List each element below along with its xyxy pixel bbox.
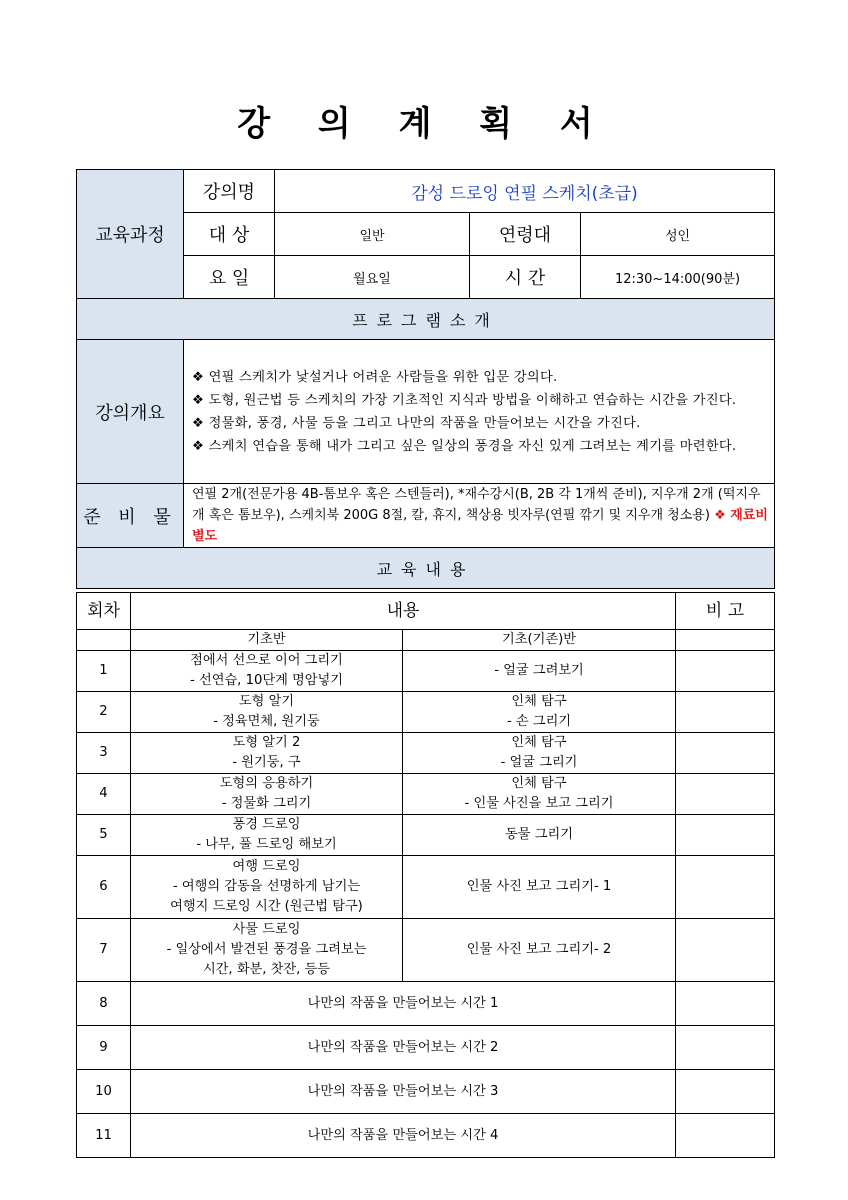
overview-label: 강의개요 bbox=[77, 340, 184, 484]
session-number: 9 bbox=[77, 1026, 131, 1070]
education-content-heading: 교육내용 bbox=[77, 548, 775, 589]
note-cell bbox=[676, 815, 775, 856]
session-column-header: 회차 bbox=[77, 593, 131, 630]
document-title: 강 의 계 획 서 bbox=[237, 104, 611, 144]
note-cell bbox=[676, 692, 775, 733]
existing-content bbox=[403, 774, 676, 815]
existing-line: - 얼굴 그리기 bbox=[500, 755, 578, 770]
existing-content bbox=[403, 692, 676, 733]
overview-bullets bbox=[184, 340, 775, 484]
sub-header-note-empty bbox=[676, 630, 775, 651]
session-number: 3 bbox=[77, 733, 131, 774]
existing-line: 인체 탐구 bbox=[511, 694, 567, 709]
basic-line: - 원기둥, 구 bbox=[232, 755, 301, 770]
basic-line: - 나무, 풀 드로잉 해보기 bbox=[196, 837, 337, 852]
day-value: 월요일 bbox=[275, 256, 470, 299]
session-number: 11 bbox=[77, 1114, 131, 1158]
time-label: 시 간 bbox=[470, 256, 581, 299]
existing-line: 인물 사진 보고 그리기- 1 bbox=[466, 879, 612, 894]
basic-line: 여행지 드로잉 시간 (원근법 탐구) bbox=[170, 899, 363, 914]
materials-cost-note: ❖ 재료비 별도 bbox=[192, 508, 768, 544]
note-cell bbox=[676, 982, 775, 1026]
basic-content bbox=[131, 651, 403, 692]
existing-content bbox=[403, 919, 676, 982]
existing-line: 인체 탐구 bbox=[511, 735, 567, 750]
basic-line: 사물 드로잉 bbox=[232, 922, 301, 937]
existing-line: - 손 그리기 bbox=[506, 714, 572, 729]
course-info-table bbox=[76, 169, 775, 589]
session-number: 1 bbox=[77, 651, 131, 692]
basic-line: 풍경 드로잉 bbox=[232, 817, 301, 832]
note-cell bbox=[676, 1026, 775, 1070]
basic-line: - 정육면체, 원기둥 bbox=[213, 714, 320, 729]
overview-bullet-4: ❖ 스케치 연습을 통해 내가 그리고 싶은 일상의 풍경을 자신 있게 그려보는 계기를 마련한다. bbox=[192, 438, 737, 454]
session-number: 5 bbox=[77, 815, 131, 856]
note-cell bbox=[676, 774, 775, 815]
basic-line: - 선연습, 10단계 명암넣기 bbox=[190, 673, 343, 688]
course-name-value: 감성 드로잉 연필 스케치(초급) bbox=[275, 170, 775, 213]
time-value: 12:30~14:00(90분) bbox=[581, 256, 775, 299]
materials-text bbox=[184, 484, 775, 548]
schedule-table bbox=[76, 592, 775, 1158]
existing-content bbox=[403, 733, 676, 774]
overview-bullet-3: ❖ 정물화, 풍경, 사물 등을 그리고 나만의 작품을 만들어보는 시간을 가진다. bbox=[192, 415, 641, 431]
note-cell bbox=[676, 856, 775, 919]
existing-line: - 인물 사진을 보고 그리기 bbox=[464, 796, 614, 811]
basic-line: 여행 드로잉 bbox=[232, 859, 301, 874]
existing-line: 동물 그리기 bbox=[505, 827, 573, 842]
session-number: 2 bbox=[77, 692, 131, 733]
existing-content bbox=[403, 815, 676, 856]
merged-content: 나만의 작품을 만들어보는 시간 2 bbox=[131, 1026, 676, 1070]
note-cell bbox=[676, 919, 775, 982]
sub-header-empty bbox=[77, 630, 131, 651]
basic-content bbox=[131, 919, 403, 982]
session-number: 8 bbox=[77, 982, 131, 1026]
existing-line: 인물 사진 보고 그리기- 2 bbox=[466, 942, 612, 957]
content-column-header: 내용 bbox=[131, 593, 676, 630]
note-column-header: 비 고 bbox=[676, 593, 775, 630]
overview-bullet-1: ❖ 연필 스케치가 낯설거나 어려운 사람들을 위한 입문 강의다. bbox=[192, 369, 558, 385]
basic-line: - 일상에서 발견된 풍경을 그려보는 bbox=[166, 942, 367, 957]
merged-content: 나만의 작품을 만들어보는 시간 3 bbox=[131, 1070, 676, 1114]
existing-class-header: 기초(기존)반 bbox=[403, 630, 676, 651]
target-label: 대 상 bbox=[184, 213, 275, 256]
note-cell bbox=[676, 1114, 775, 1158]
materials-label: 준 비 물 bbox=[77, 484, 184, 548]
basic-content bbox=[131, 815, 403, 856]
target-value: 일반 bbox=[275, 213, 470, 256]
basic-line: 도형의 응용하기 bbox=[219, 776, 314, 791]
basic-line: - 정물화 그리기 bbox=[221, 796, 312, 811]
merged-content: 나만의 작품을 만들어보는 시간 1 bbox=[131, 982, 676, 1026]
session-number: 4 bbox=[77, 774, 131, 815]
existing-content bbox=[403, 651, 676, 692]
basic-line: 시간, 화분, 찻잔, 등등 bbox=[202, 962, 331, 977]
program-intro-heading: 프로그램소개 bbox=[77, 299, 775, 340]
note-cell bbox=[676, 1070, 775, 1114]
basic-content bbox=[131, 774, 403, 815]
day-label: 요 일 bbox=[184, 256, 275, 299]
curriculum-label: 교육과정 bbox=[77, 170, 184, 299]
existing-content bbox=[403, 856, 676, 919]
materials-list: 연필 2개(전문가용 4B-톰보우 혹은 스텐들러), *재수강시(B, 2B 각 1개씩 준비), 지우개 2개 (떡지우개 혹은 톰보우), 스케치북 200G 8절, 칼, 휴지, 책상용 빗자루(연필 깎기 및 지우개 청소용) bbox=[192, 487, 761, 523]
session-number: 6 bbox=[77, 856, 131, 919]
basic-line: 도형 알기 2 bbox=[232, 735, 301, 750]
merged-content: 나만의 작품을 만들어보는 시간 4 bbox=[131, 1114, 676, 1158]
note-cell bbox=[676, 651, 775, 692]
session-number: 7 bbox=[77, 919, 131, 982]
basic-line: 점에서 선으로 이어 그리기 bbox=[190, 653, 343, 668]
basic-line: 도형 알기 bbox=[238, 694, 295, 709]
basic-class-header: 기초반 bbox=[131, 630, 403, 651]
session-number: 10 bbox=[77, 1070, 131, 1114]
existing-line: - 얼굴 그려보기 bbox=[494, 663, 584, 678]
age-label: 연령대 bbox=[470, 213, 581, 256]
basic-content bbox=[131, 733, 403, 774]
existing-line: 인체 탐구 bbox=[511, 776, 567, 791]
basic-content bbox=[131, 692, 403, 733]
basic-line: - 여행의 감동을 선명하게 남기는 bbox=[172, 879, 361, 894]
basic-content bbox=[131, 856, 403, 919]
overview-bullet-2: ❖ 도형, 원근법 등 스케치의 가장 기초적인 지식과 방법을 이해하고 연습하는 시간을 가진다. bbox=[192, 392, 737, 408]
age-value: 성인 bbox=[581, 213, 775, 256]
note-cell bbox=[676, 733, 775, 774]
course-name-label: 강의명 bbox=[184, 170, 275, 213]
